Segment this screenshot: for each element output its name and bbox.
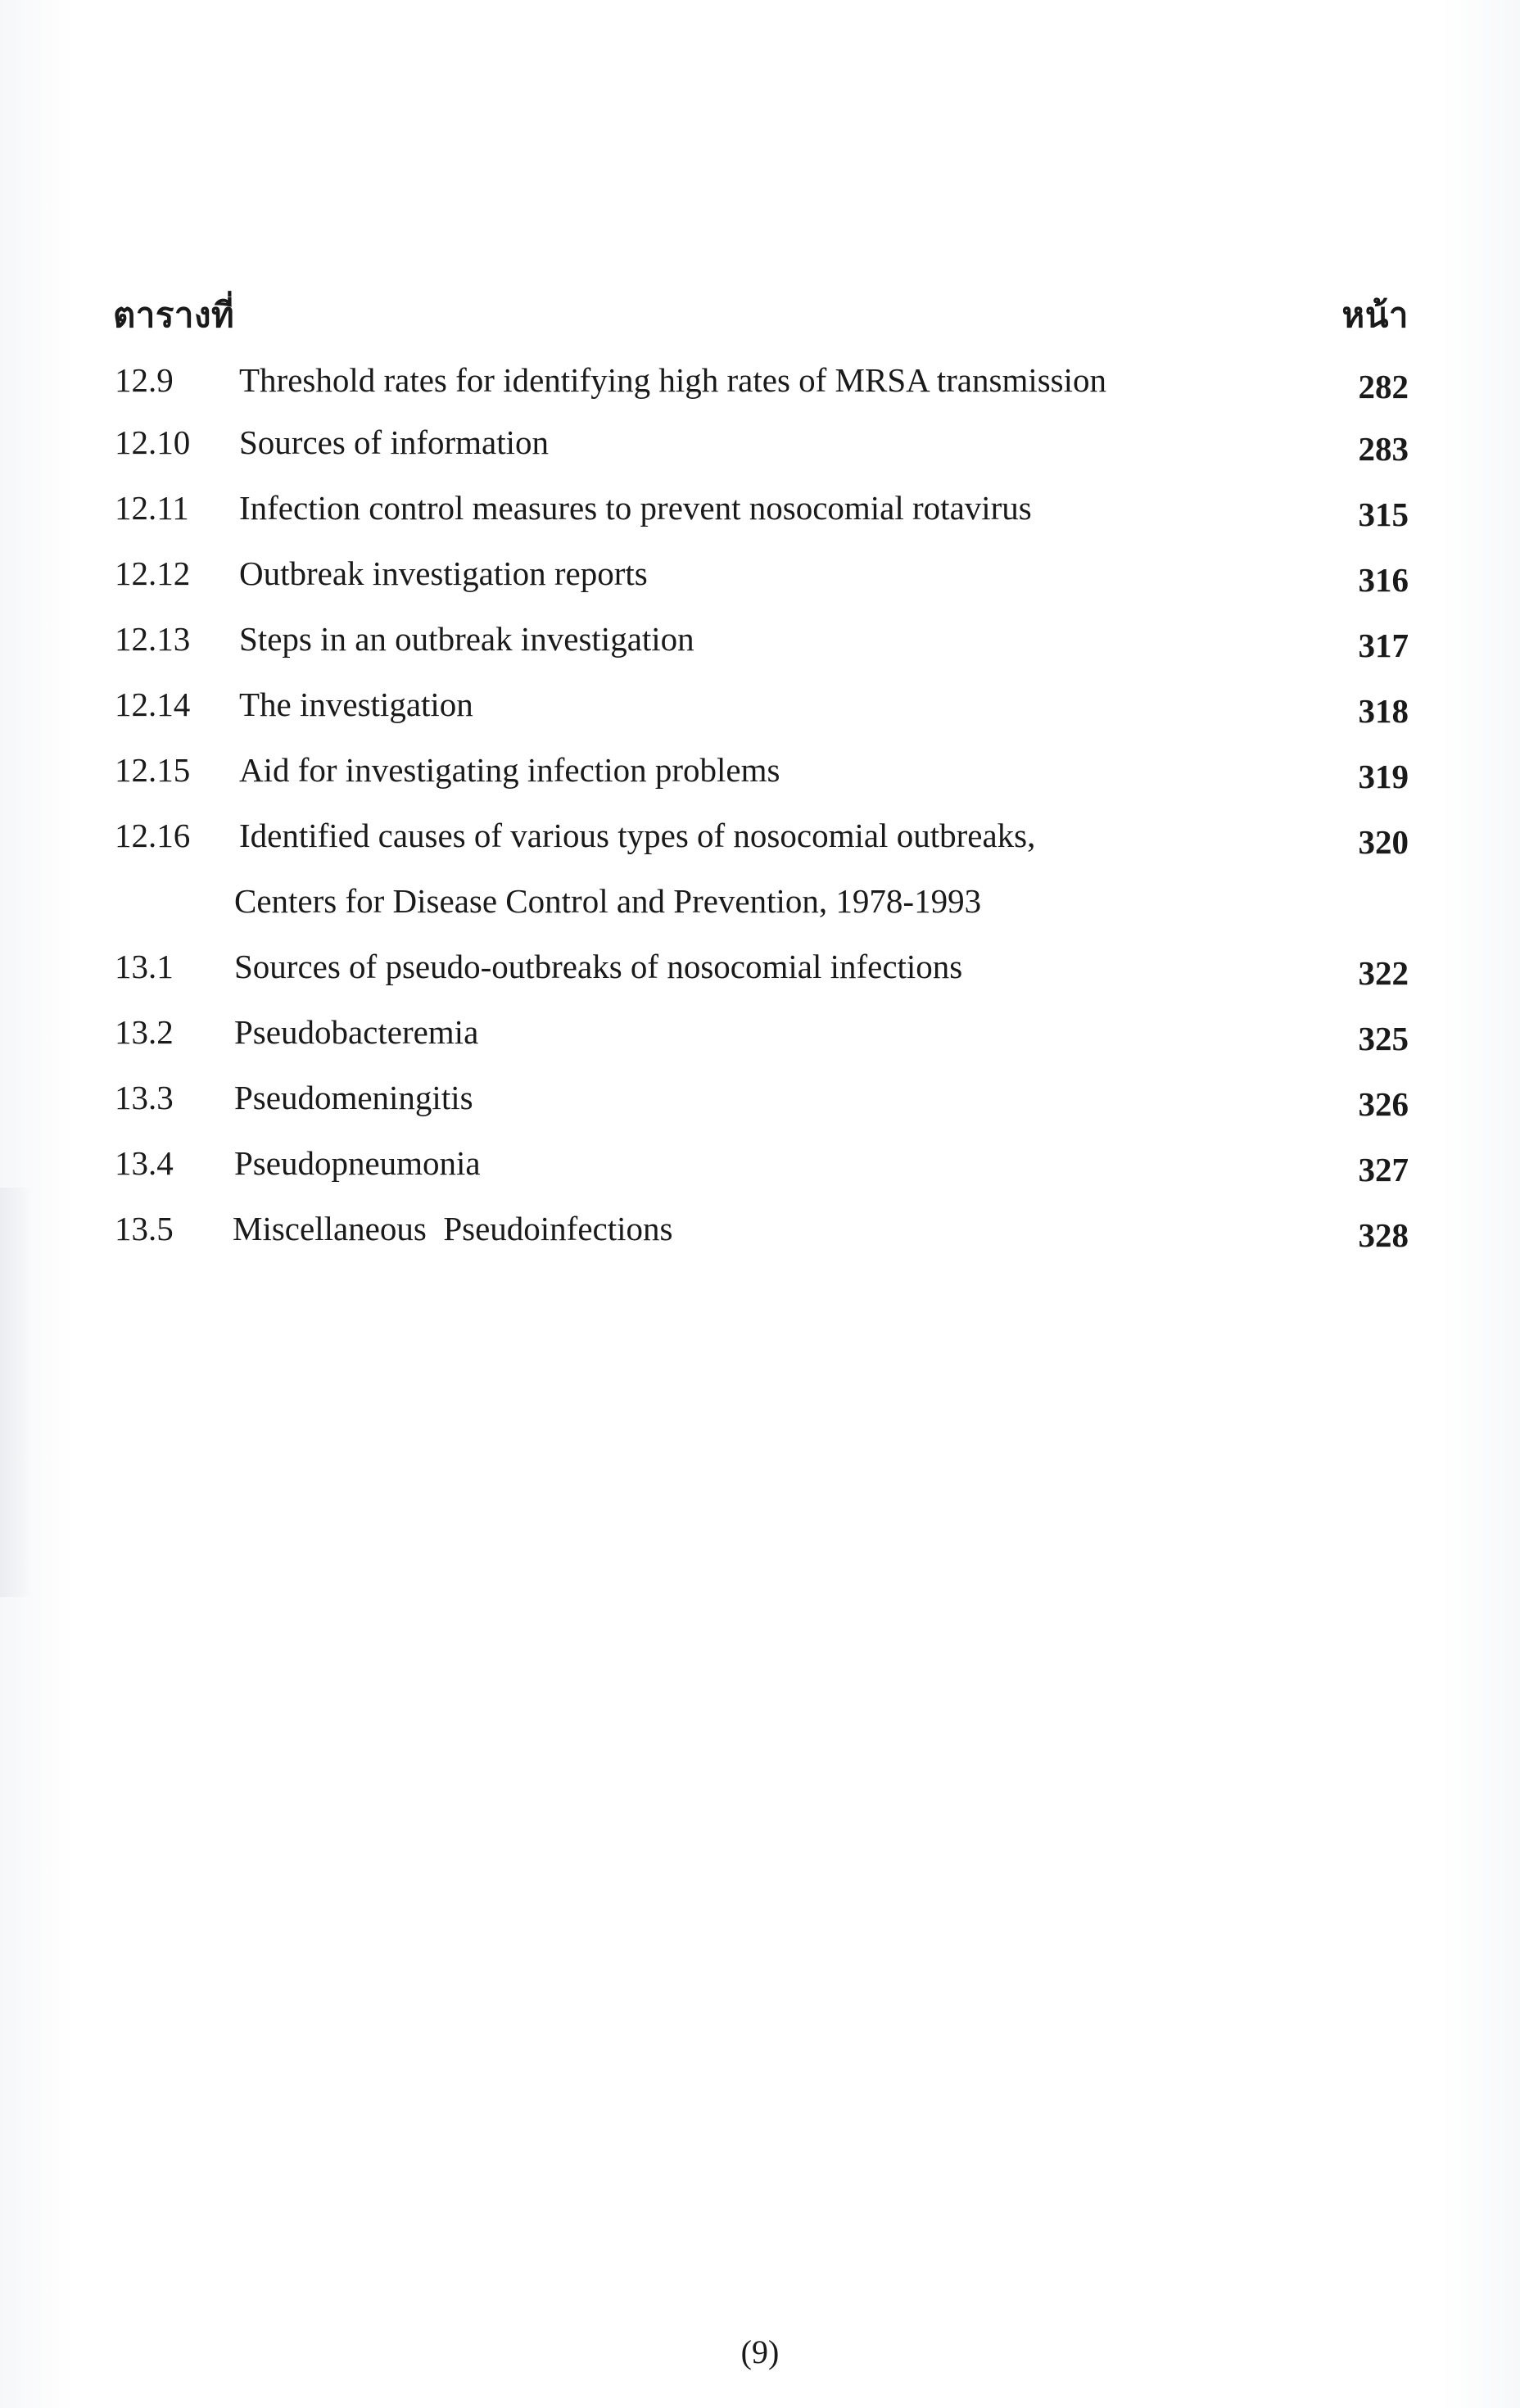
entry-title: Sources of pseudo-outbreaks of nosocomial infections bbox=[234, 948, 963, 985]
entry-title: Outbreak investigation reports bbox=[239, 554, 648, 592]
entry-title: Steps in an outbreak investigation bbox=[239, 620, 694, 658]
entry-title: Threshold rates for identifying high rates of MRSA transmission bbox=[239, 361, 1107, 399]
toc-entry bbox=[0, 947, 1520, 1012]
entry-number: 12.15 bbox=[115, 751, 191, 789]
entry-title: Aid for investigating infection problems bbox=[239, 751, 780, 789]
entry-page: 322 bbox=[1358, 954, 1409, 992]
toc-entry bbox=[0, 360, 1520, 426]
entry-title: The investigation bbox=[239, 686, 473, 723]
page-column-header: หน้า bbox=[1341, 295, 1409, 335]
entry-number: 12.12 bbox=[115, 554, 191, 592]
entry-page: 315 bbox=[1358, 496, 1409, 533]
entry-page: 320 bbox=[1358, 823, 1409, 861]
entry-page: 326 bbox=[1358, 1085, 1409, 1123]
entry-page: 327 bbox=[1358, 1151, 1409, 1188]
entry-page: 328 bbox=[1358, 1216, 1409, 1254]
entry-title-continuation: Centers for Disease Control and Prevention, 1978-1993 bbox=[234, 882, 982, 920]
toc-entry bbox=[0, 1209, 1520, 1274]
toc-entry bbox=[0, 685, 1520, 750]
entry-title: Pseudomeningitis bbox=[234, 1079, 473, 1116]
toc-entry bbox=[0, 1012, 1520, 1078]
entry-number: 13.4 bbox=[115, 1144, 174, 1182]
table-column-header: ตารางที่ bbox=[113, 295, 235, 335]
toc-entry bbox=[0, 488, 1520, 554]
toc-entry bbox=[0, 554, 1520, 619]
entry-title: Sources of information bbox=[239, 423, 550, 461]
toc-entry bbox=[0, 619, 1520, 685]
entry-number: 12.9 bbox=[115, 361, 174, 399]
entry-number: 13.5 bbox=[115, 1210, 174, 1247]
entry-number: 12.16 bbox=[115, 817, 191, 854]
entry-page: 319 bbox=[1358, 758, 1409, 795]
entry-number: 13.3 bbox=[115, 1079, 174, 1116]
entry-title: Infection control measures to prevent nosocomial rotavirus bbox=[239, 489, 1032, 527]
toc-entry bbox=[0, 1078, 1520, 1143]
entry-title: Pseudobacteremia bbox=[234, 1013, 479, 1051]
toc-entry bbox=[0, 816, 1520, 947]
entry-page: 317 bbox=[1358, 627, 1409, 664]
toc-entry bbox=[0, 1143, 1520, 1209]
entry-number: 12.11 bbox=[115, 489, 189, 527]
entry-page: 316 bbox=[1358, 561, 1409, 599]
entry-number: 12.13 bbox=[115, 620, 191, 658]
entry-number: 12.10 bbox=[115, 423, 191, 461]
entry-title: Identified causes of various types of nosocomial outbreaks, bbox=[239, 817, 1036, 854]
toc-entry bbox=[0, 750, 1520, 816]
entry-page: 318 bbox=[1358, 692, 1409, 730]
entry-number: 13.2 bbox=[115, 1013, 174, 1051]
entry-page: 282 bbox=[1358, 368, 1409, 405]
entry-title: Miscellaneous Pseudoinfections bbox=[233, 1210, 673, 1247]
entry-page: 283 bbox=[1358, 430, 1409, 468]
entry-title: Pseudopneumonia bbox=[234, 1144, 481, 1182]
toc-entry bbox=[0, 423, 1520, 488]
entry-number: 13.1 bbox=[115, 948, 174, 985]
page-number: (9) bbox=[740, 2333, 780, 2370]
entry-page: 325 bbox=[1358, 1020, 1409, 1057]
entry-number: 12.14 bbox=[115, 686, 191, 723]
